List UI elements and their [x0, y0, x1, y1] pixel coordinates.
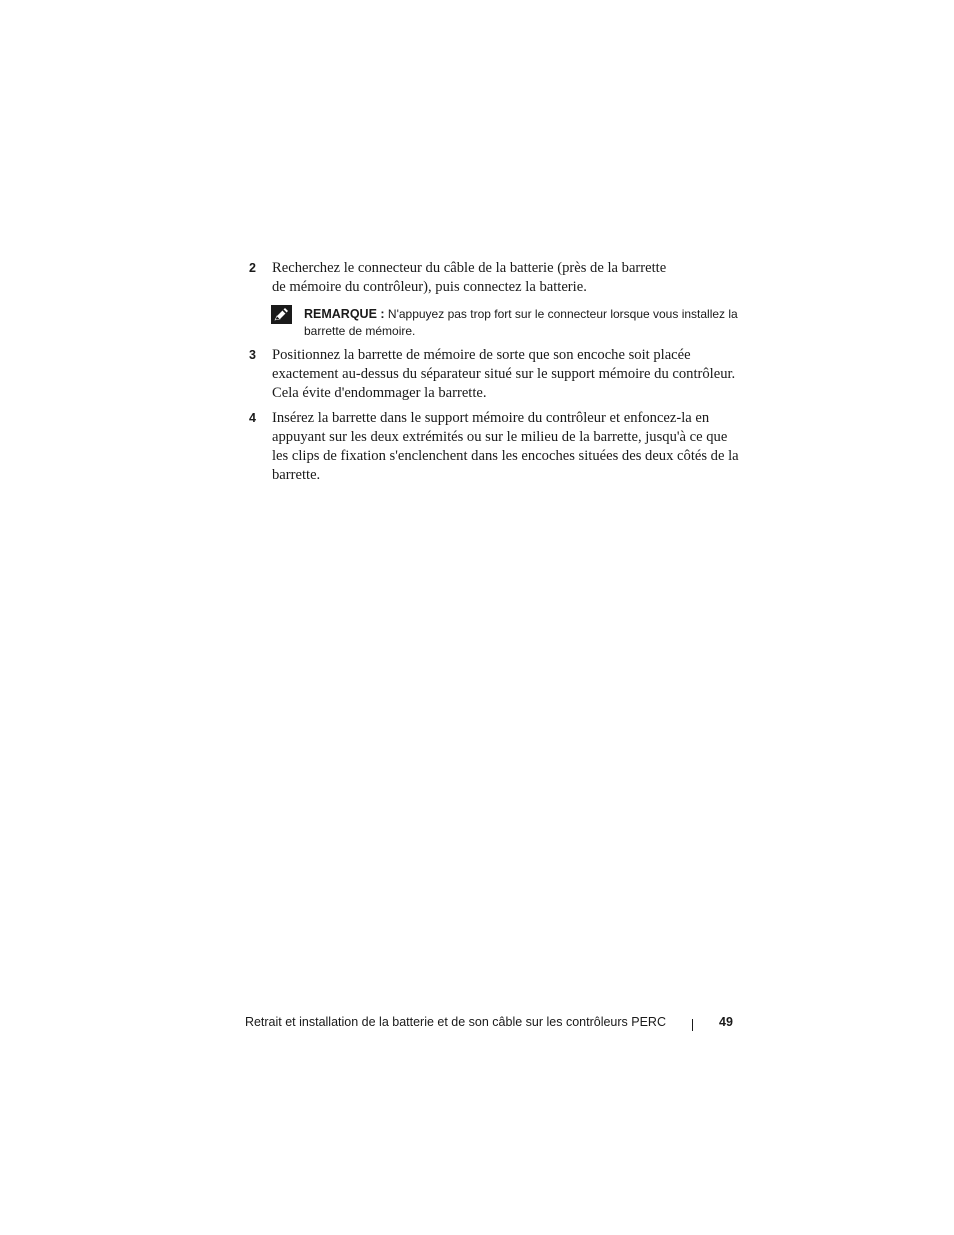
step-number: 4	[249, 411, 256, 425]
step-number: 3	[249, 348, 256, 362]
note-label: REMARQUE :	[304, 307, 385, 321]
page-number: 49	[719, 1015, 733, 1029]
step-text: Insérez la barrette dans le support mémoire du contrôleur et enfoncez-la en appuyant sur les deux extrémités ou sur le milieu de la barrette, jusqu'à ce que les clips de fixation s'enclenchent dans les encoches situées des deux côtés de la barrette.	[272, 410, 739, 483]
note-callout	[249, 306, 739, 340]
footer-title: Retrait et installation de la batterie et de son câble sur les contrôleurs PERC	[244, 1015, 666, 1029]
step-text: Recherchez le connecteur du câble de la batterie (près de la barrette de mémoire du contrôleur), puis connectez la batterie.	[272, 260, 667, 295]
page-content	[249, 259, 739, 485]
step-item	[249, 409, 739, 485]
note-text: N'appuyez pas trop fort sur le connecteur lorsque vous installez la barrette de mémoire.	[304, 307, 738, 338]
footer-separator	[692, 1019, 693, 1031]
note-pencil-icon	[271, 305, 292, 324]
step-item	[249, 259, 739, 297]
step-text: Positionnez la barrette de mémoire de sorte que son encoche soit placée exactement au-dessus du séparateur situé sur le support mémoire du contrôleur. Cela évite d'endommager la barrette.	[272, 347, 736, 401]
step-number: 2	[249, 261, 256, 275]
step-item	[249, 346, 739, 403]
